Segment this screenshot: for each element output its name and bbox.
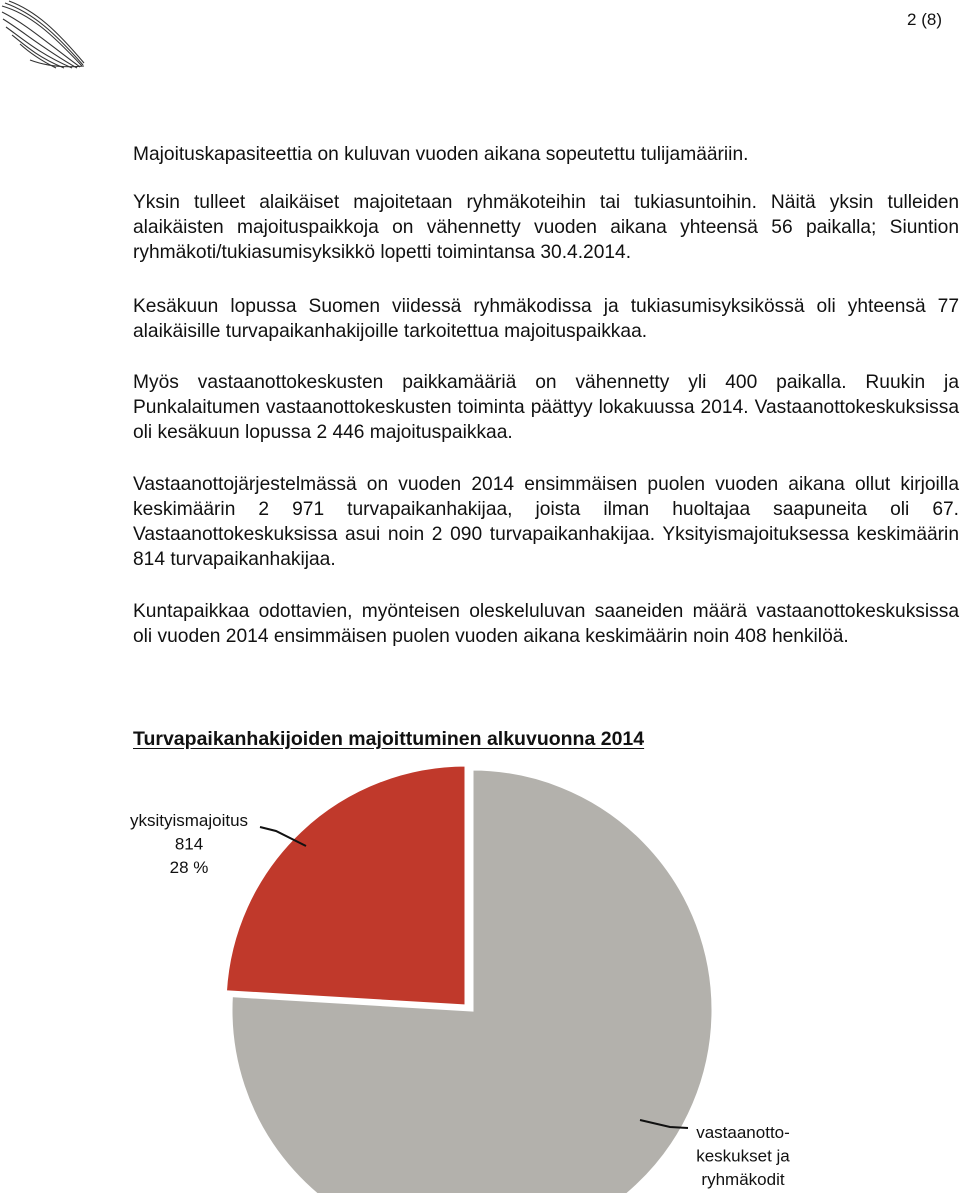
- pie-slice-private-housing: [225, 765, 466, 1006]
- label-private-housing-text-1: yksityismajoitus: [129, 811, 249, 830]
- label-private-housing-value: 814: [174, 834, 204, 854]
- label-reception-centres-text-1: vastaanotto-: [696, 1123, 790, 1142]
- label-private-housing-percent: 28 %: [169, 858, 209, 877]
- paragraph-reception-centres: Myös vastaanottokeskusten paikkamääriä on vähennetty yli 400 paikalla. Ruukin ja Punkalaitumen vastaanottokeskusten toiminta päättyy lokakuussa 2014. Vastaanottokeskuksissa oli kesäkuun lopussa 2 446 majoituspaikkaa.: [133, 372, 959, 443]
- paragraph-capacity: Majoituskapasiteettia on kuluvan vuoden aikana sopeutettu tulijamääriin.: [133, 144, 749, 165]
- paragraph-group-homes: Kesäkuun lopussa Suomen viidessä ryhmäkodissa ja tukiasumisyksikössä oli yhteensä 77 alaikäisille turvapaikanhakijoille tarkoitettua majoituspaikkaa.: [133, 296, 959, 342]
- bird-logo-icon: [0, 0, 90, 72]
- paragraph-municipal-placement: Kuntapaikkaa odottavien, myönteisen oleskeluluvan saaneiden määrä vastaanottokeskuksissa oli vuoden 2014 ensimmäisen puolen vuoden aikana keskimäärin noin 408 henkilöä.: [133, 601, 959, 647]
- label-reception-centres-text-3: ryhmäkodit: [701, 1170, 785, 1189]
- page-number: 2 (8): [907, 10, 942, 29]
- label-reception-centres-text-2: keskukset ja: [696, 1146, 790, 1166]
- pie-chart: [0, 760, 960, 1193]
- chart-title: Turvapaikanhakijoiden majoittuminen alkuvuonna 2014: [133, 728, 645, 750]
- paragraph-reception-system: Vastaanottojärjestelmässä on vuoden 2014 ensimmäisen puolen vuoden aikana ollut kirjoilla keskimäärin 2 971 turvapaikanhakijaa, joista ilman huoltajaa saapuneita oli 67. Vastaanottokeskuksissa asui noin 2 090 turvapaikanhakijaa. Yksityismajoituksessa keskimäärin 814 turvapaikanhakijaa.: [133, 474, 959, 570]
- paragraph-minors-housing: Yksin tulleet alaikäiset majoitetaan ryhmäkoteihin tai tukiasuntoihin. Näitä yksin tulleiden alaikäisten majoituspaikkoja on vähennetty vuoden aikana yhteensä 56 paikalla; Siuntion ryhmäkoti/tukiasumisyksikkö lopetti toimintansa 30.4.2014.: [133, 192, 959, 263]
